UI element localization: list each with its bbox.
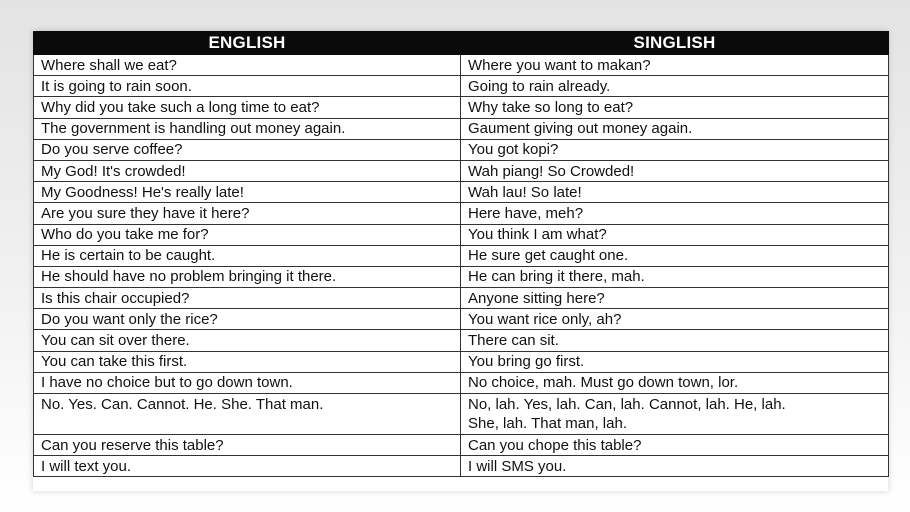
table-row — [34, 372, 889, 393]
singlish-cell: You think I am what? — [461, 224, 889, 245]
table-row — [34, 76, 889, 97]
table-row — [34, 309, 889, 330]
singlish-line: No, lah. Yes, lah. Can, lah. Cannot, lah. He, lah. — [468, 396, 786, 413]
table-row — [34, 394, 889, 435]
singlish-cell: No choice, mah. Must go down town, lor. — [461, 372, 889, 393]
table-row — [34, 245, 889, 266]
table-row — [34, 182, 889, 203]
english-cell: Can you reserve this table? — [34, 435, 461, 456]
table-row — [34, 160, 889, 181]
singlish-cell: Gaument giving out money again. — [461, 118, 889, 139]
english-cell: It is going to rain soon. — [34, 76, 461, 97]
english-cell: My Goodness! He's really late! — [34, 182, 461, 203]
singlish-line: She, lah. That man, lah. — [468, 415, 627, 432]
singlish-cell: Wah piang! So Crowded! — [461, 160, 889, 181]
english-cell: No. Yes. Can. Cannot. He. She. That man. — [34, 394, 461, 435]
singlish-cell: He sure get caught one. — [461, 245, 889, 266]
english-cell: Why did you take such a long time to eat? — [34, 97, 461, 118]
english-cell: My God! It's crowded! — [34, 160, 461, 181]
table-row — [34, 55, 889, 76]
english-cell: Who do you take me for? — [34, 224, 461, 245]
english-cell: You can sit over there. — [34, 330, 461, 351]
english-cell: Do you serve coffee? — [34, 139, 461, 160]
singlish-cell: Why take so long to eat? — [461, 97, 889, 118]
table-row — [34, 435, 889, 456]
english-cell: The government is handling out money again. — [34, 118, 461, 139]
table-row — [34, 97, 889, 118]
table-row — [34, 139, 889, 160]
singlish-cell: You bring go first. — [461, 351, 889, 372]
table-row — [34, 266, 889, 287]
english-cell: Are you sure they have it here? — [34, 203, 461, 224]
english-cell: He is certain to be caught. — [34, 245, 461, 266]
header-singlish: SINGLISH — [461, 32, 889, 55]
english-cell: You can take this first. — [34, 351, 461, 372]
english-cell: Do you want only the rice? — [34, 309, 461, 330]
table-row — [34, 203, 889, 224]
singlish-cell — [461, 394, 889, 435]
english-cell: I have no choice but to go down town. — [34, 372, 461, 393]
singlish-cell: He can bring it there, mah. — [461, 266, 889, 287]
singlish-cell: Where you want to makan? — [461, 55, 889, 76]
header-english: ENGLISH — [34, 32, 461, 55]
table-row — [34, 456, 889, 477]
table-row — [34, 224, 889, 245]
english-cell: Is this chair occupied? — [34, 288, 461, 309]
english-cell: Where shall we eat? — [34, 55, 461, 76]
english-singlish-table — [33, 31, 889, 477]
singlish-cell: Going to rain already. — [461, 76, 889, 97]
table-row — [34, 351, 889, 372]
singlish-cell: There can sit. — [461, 330, 889, 351]
header-row — [34, 32, 889, 55]
singlish-cell: Can you chope this table? — [461, 435, 889, 456]
english-cell: He should have no problem bringing it there. — [34, 266, 461, 287]
singlish-cell: Wah lau! So late! — [461, 182, 889, 203]
english-cell: I will text you. — [34, 456, 461, 477]
singlish-cell: You got kopi? — [461, 139, 889, 160]
table-row — [34, 288, 889, 309]
singlish-cell: Anyone sitting here? — [461, 288, 889, 309]
singlish-cell: You want rice only, ah? — [461, 309, 889, 330]
table-row — [34, 118, 889, 139]
singlish-cell: Here have, meh? — [461, 203, 889, 224]
singlish-cell: I will SMS you. — [461, 456, 889, 477]
table-row — [34, 330, 889, 351]
